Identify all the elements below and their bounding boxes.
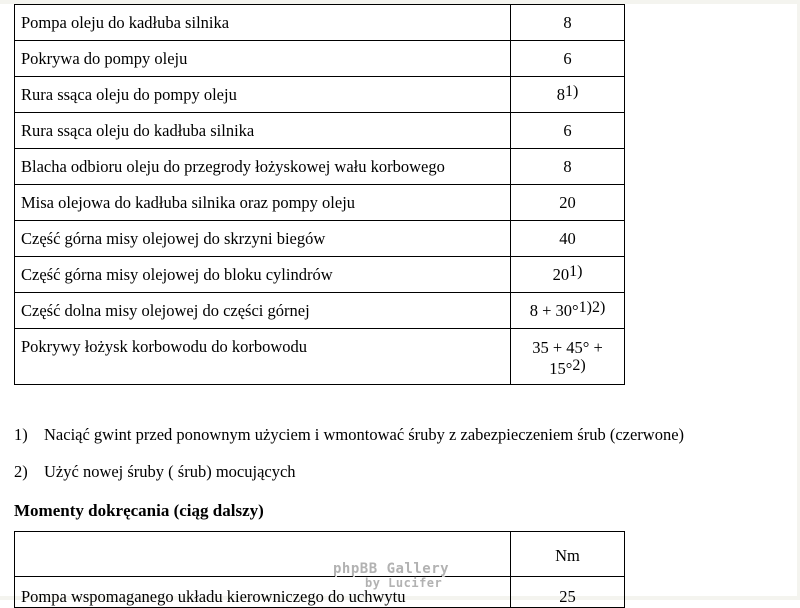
table-header-row [15, 532, 625, 577]
torque-value [511, 329, 625, 385]
torque-value [511, 77, 625, 113]
torque-value [511, 149, 625, 185]
torque-number: 6 [563, 48, 572, 68]
watermark-line2: by Lucifer [365, 576, 443, 590]
torque-number: 20 [552, 264, 570, 284]
table-row [15, 329, 625, 385]
table-row [15, 185, 625, 221]
footnote-number: 1) [14, 425, 28, 444]
torque-number: 20 [559, 192, 576, 212]
torque-number: 8 [563, 156, 572, 176]
part-name: Rura ssąca oleju do pompy oleju [15, 77, 511, 113]
torque-value [511, 257, 625, 293]
table-row [15, 41, 625, 77]
torque-value [511, 185, 625, 221]
part-name: Część górna misy olejowej do bloku cylindrów [15, 257, 511, 293]
footnote-ref: 1) [569, 262, 583, 280]
footnote-ref: 2) [572, 357, 586, 374]
footnote-text: Naciąć gwint przed ponownym użyciem i wmontować śruby z zabezpieczeniem śrub (czerwone) [44, 425, 685, 444]
table-row [15, 293, 625, 329]
torque-number: 8 [556, 84, 565, 104]
torque-number: 8 + 30° [529, 300, 579, 320]
torque-table-continued [14, 531, 625, 608]
torque-number: 40 [559, 228, 576, 248]
part-name: Pompa wspomaganego układu kierowniczego do uchwytu [15, 577, 511, 608]
watermark-line1: phpBB Gallery [333, 561, 450, 577]
table-row [15, 113, 625, 149]
torque-number-line1: 35 + 45° + [532, 338, 603, 357]
torque-table [14, 4, 625, 385]
torque-number: 6 [563, 120, 572, 140]
footnote [14, 425, 684, 445]
footnote-number: 2) [14, 462, 28, 481]
torque-value [511, 41, 625, 77]
table-row [15, 5, 625, 41]
header-unit-cell: Nm [511, 532, 625, 577]
footnote-ref: 1) [564, 82, 579, 100]
table-row [15, 577, 625, 608]
torque-value [511, 293, 625, 329]
table-row [15, 221, 625, 257]
section-heading: Momenty dokręcania (ciąg dalszy) [14, 501, 264, 520]
part-name: Pompa oleju do kadłuba silnika [15, 5, 511, 41]
part-name: Rura ssąca oleju do kadłuba silnika [15, 113, 511, 149]
torque-value [511, 5, 625, 41]
footnote [14, 462, 296, 482]
part-name: Część dolna misy olejowej do części górnej [15, 293, 511, 329]
footnote-ref: 1)2) [578, 298, 606, 316]
torque-number: 8 [563, 12, 572, 32]
part-name: Blacha odbioru oleju do przegrody łożyskowej wału korbowego [15, 149, 511, 185]
torque-value [511, 113, 625, 149]
part-name: Część górna misy olejowej do skrzyni biegów [15, 221, 511, 257]
torque-value: 25 [511, 577, 625, 608]
table-row [15, 149, 625, 185]
footnote-text: Użyć nowej śruby ( śrub) mocujących [44, 462, 296, 481]
torque-value [511, 221, 625, 257]
gallery-watermark [333, 562, 473, 590]
part-name: Misa olejowa do kadłuba silnika oraz pompy oleju [15, 185, 511, 221]
part-name: Pokrywa do pompy oleju [15, 41, 511, 77]
table-row [15, 77, 625, 113]
table-row [15, 257, 625, 293]
torque-number-line2: 15° [549, 359, 573, 378]
part-name: Pokrywy łożysk korbowodu do korbowodu [15, 329, 511, 385]
